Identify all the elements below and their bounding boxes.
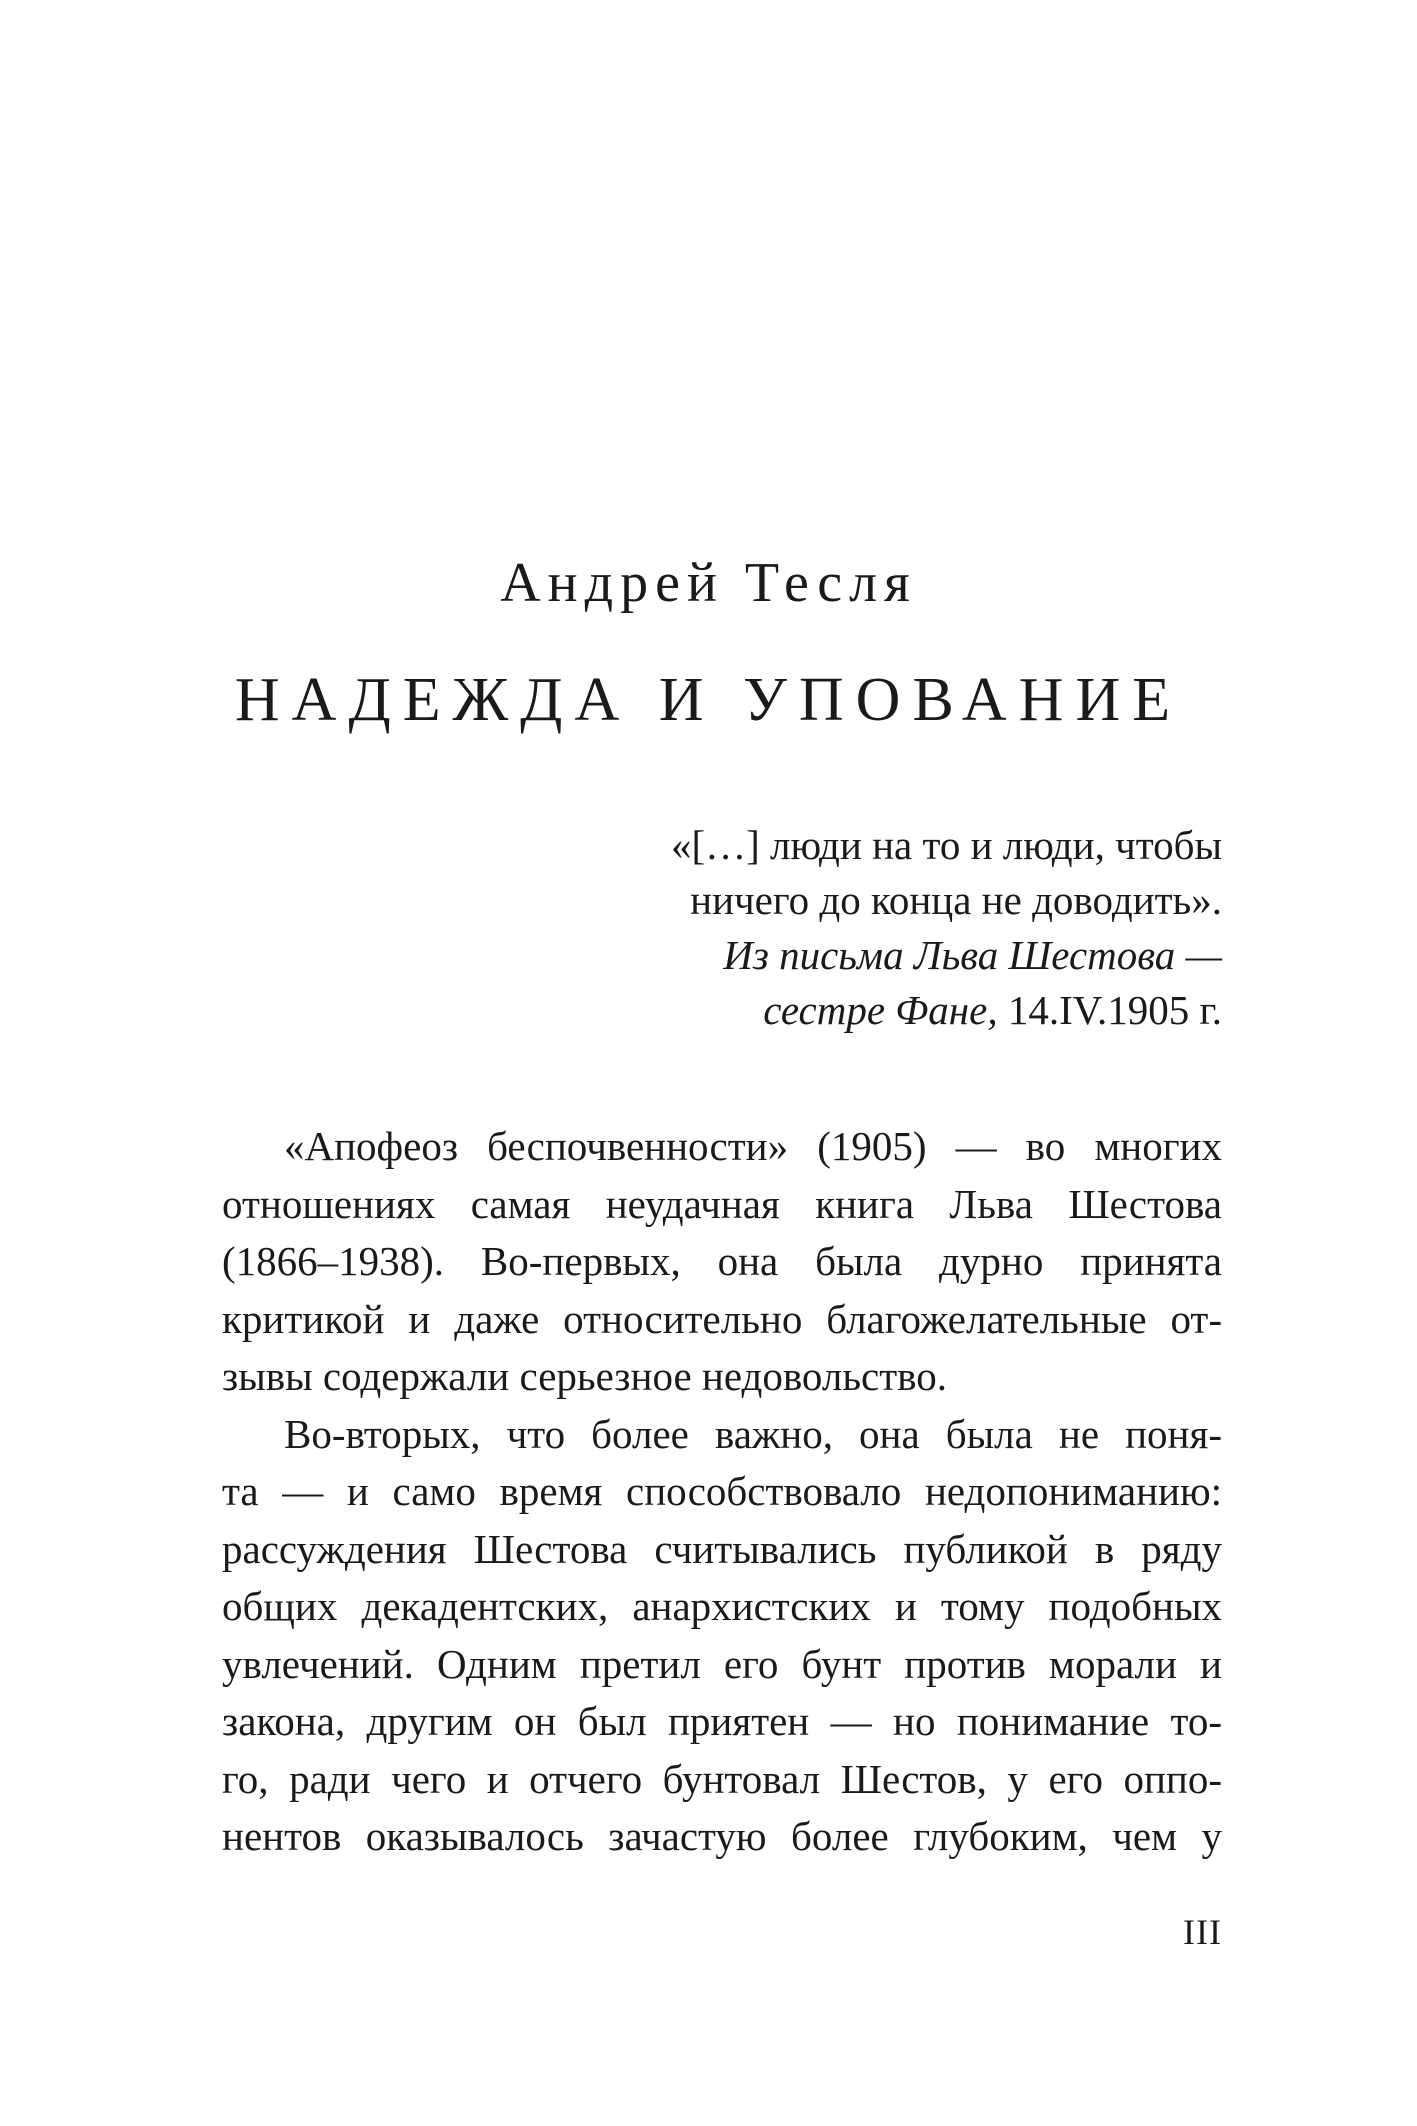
- text-line: Во-вторых, что более важно, она была не поня-: [284, 1410, 1222, 1457]
- text-line: «Апофеоз беспочвенности» (1905) — во многих: [284, 1123, 1222, 1169]
- epigraph-quote-line: ничего до конца не доводить».: [690, 877, 1222, 923]
- page-number: III: [1183, 1912, 1222, 1952]
- epigraph-source-line: Из письма Льва Шестова —: [723, 932, 1222, 978]
- text-line: рассуждения Шестова считывались публикой в ряду: [222, 1525, 1222, 1572]
- text-line: та — и само время способствовало недопониманию:: [222, 1468, 1222, 1514]
- text-line: закона, другим он был приятен — но понимание то-: [222, 1698, 1222, 1744]
- text-line: (1866–1938). Во-первых, она была дурно принята: [222, 1238, 1222, 1284]
- text-line: общих декадентских, анархистских и тому подобных: [222, 1583, 1222, 1629]
- author-name: Андрей Тесля: [500, 552, 917, 614]
- text-line: го, ради чего и отчего бунтовал Шестов, у его оппо-: [222, 1755, 1222, 1802]
- text-line: увлечений. Одним претил его бунт против морали и: [222, 1640, 1222, 1687]
- chapter-title: НАДЕЖДА И УПОВАНИЕ: [234, 666, 1183, 734]
- text-line: зывы содержали серьезное недовольство.: [222, 1353, 947, 1399]
- text-line: отношениях самая неудачная книга Льва Шестова: [222, 1180, 1222, 1227]
- paragraph: [222, 1406, 1222, 1866]
- epigraph: [322, 818, 1222, 1038]
- epigraph-quote-line: «[…] люди на то и люди, чтобы: [670, 822, 1222, 868]
- body-text: [222, 1118, 1222, 1866]
- text-line: нентов оказывалось зачастую более глубоким, чем у: [222, 1813, 1222, 1859]
- epigraph-recipient: сестре Фане,: [763, 987, 998, 1033]
- epigraph-date: 14.IV.1905 г.: [997, 987, 1222, 1033]
- text-line: критикой и даже относительно благожелательные от-: [222, 1295, 1222, 1342]
- epigraph-source-line: [322, 983, 1222, 1038]
- paragraph: [222, 1118, 1222, 1406]
